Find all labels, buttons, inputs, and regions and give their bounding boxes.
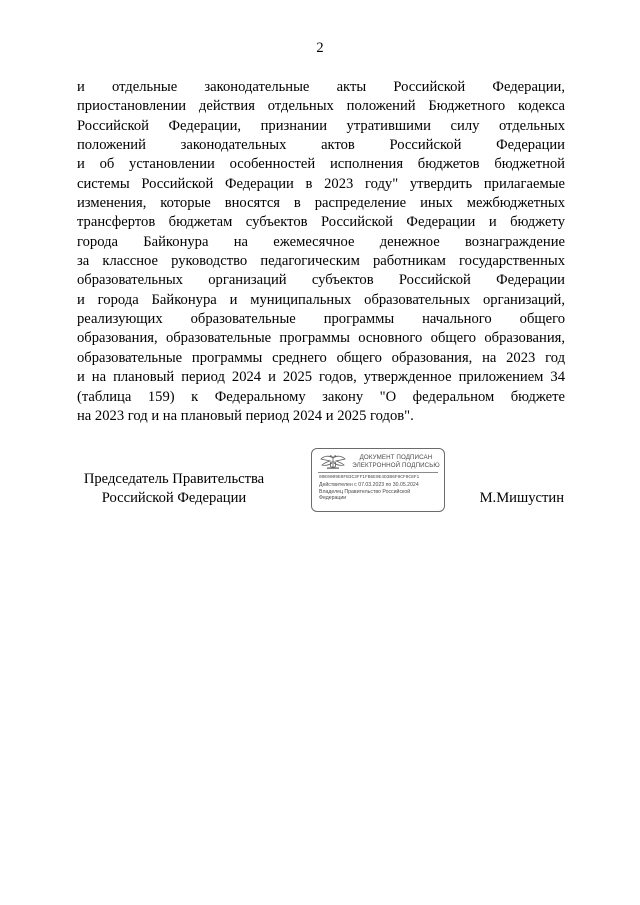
body-line: и города Байконура и муниципальных образовательных организаций, (77, 291, 565, 308)
document-body (77, 78, 565, 426)
body-line: реализующих образовательные программы начального общего (77, 311, 565, 328)
stamp-divider (318, 472, 438, 473)
signer-title-line: Российской Федерации (101, 490, 247, 506)
signer-title (79, 470, 269, 508)
body-line: изменения, которые вносятся в распределение иных межбюджетных (77, 195, 565, 212)
body-line: приостановлении действия отдельных положений Бюджетного кодекса (77, 98, 565, 115)
body-line: и об установлении особенностей исполнения бюджетов бюджетной (77, 156, 565, 173)
body-line: (таблица 159) к Федеральному закону "О федеральном бюджете (77, 388, 565, 405)
coat-of-arms-icon (318, 454, 348, 470)
stamp-validity: Действителен с 07.03.2023 по 30.05.2024 (319, 482, 419, 488)
stamp-heading (350, 454, 442, 469)
page-number: 2 (316, 40, 324, 56)
electronic-signature-stamp (311, 448, 445, 512)
stamp-certificate-number: 00E0009E0FB3C3FF1FB6E9E4D3B6F0CF0C8F1 (319, 475, 420, 480)
body-line: и отдельные законодательные акты Российской Федерации, (77, 79, 565, 95)
body-line: города Байконура на ежемесячное денежное вознаграждение (77, 233, 565, 250)
stamp-details (319, 482, 419, 502)
body-line: положений законодательных актов Российской Федерации (77, 137, 565, 154)
body-line: и на плановый период 2024 и 2025 годов, утвержденное приложением 34 (77, 369, 565, 386)
body-line: образовательные программы среднего общего образования, на 2023 год (77, 349, 565, 366)
body-line: образования, образовательные программы основного общего образования, (77, 330, 565, 347)
body-line: трансфертов бюджетам субъектов Российской Федерации и бюджету (77, 214, 565, 231)
stamp-owner-line: Федерации (319, 495, 347, 502)
body-line-last: на 2023 год и на плановый период 2024 и 2025 годов". (77, 407, 414, 424)
signer-title-line: Председатель Правительства (83, 471, 265, 487)
stamp-heading-line: ДОКУМЕНТ ПОДПИСАН (359, 454, 433, 461)
stamp-heading-line: ЭЛЕКТРОННОЙ ПОДПИСЬЮ (352, 461, 440, 469)
body-line: образовательных организаций субъектов Российской Федерации (77, 272, 565, 289)
body-line: за классное руководство педагогическим работникам государственных (77, 253, 565, 270)
body-line: Российской Федерации, признании утратившими силу отдельных (77, 117, 565, 134)
signer-name: М.Мишустин (479, 490, 564, 506)
stamp-owner-line: Владелец Правительство Российской (319, 488, 411, 495)
body-line: системы Российской Федерации в 2023 году" утвердить прилагаемые (77, 175, 565, 192)
